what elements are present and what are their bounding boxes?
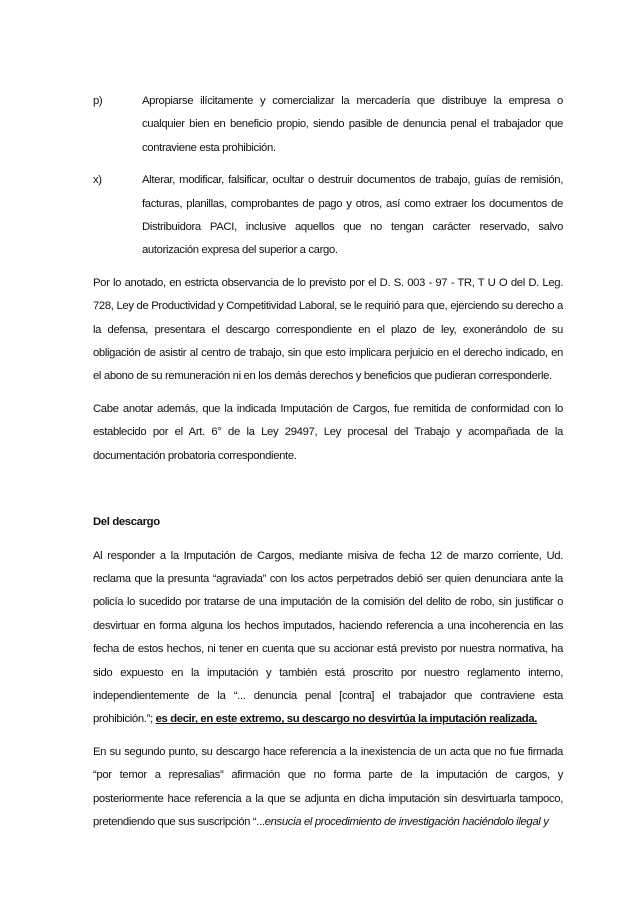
paragraph-response [93, 545, 563, 732]
section-spacer [93, 477, 563, 511]
paragraph-second-point-quote: ensucia el procedimiento de investigación haciéndolo ilegal y [264, 815, 549, 828]
list-item-text: Apropiarse ilícitamente y comercializar la mercadería que distribuye la empresa o cualquier bien en beneficio propio, siendo pasible de denuncia penal el trabajador que contraviene esta prohibición. [142, 95, 563, 154]
paragraph-second-point [93, 741, 563, 835]
document-body [93, 90, 563, 843]
paragraph-requirement: Por lo anotado, en estricta observancia de lo previsto por el D. S. 003 - 97 - TR, T U O del D. Leg. 728, Ley de Productividad y Competitividad Laboral, se le requirió para que, ejerciendo su derecho a la defensa, presentara el descargo correspondiente en el plazo de ley, exonerándolo de su obligación de asistir al centro de trabajo, sin que esto implicara perjuicio en el derecho indicado, en el abono de su remuneración ni en los demás derechos y beneficios que pudieran corresponderle. [93, 276, 563, 383]
paragraph-response-emphasis: es decir, en este extremo, su descargo no desvirtúa la imputación realizada. [155, 713, 538, 726]
list-item-p [93, 90, 563, 160]
section-heading: Del descargo [93, 516, 160, 529]
list-item-x [93, 169, 563, 263]
paragraph-second-point-text: En su segundo punto, su descargo hace referencia a la inexistencia de un acta que no fue firmada “por temor a represalias” afirmación que no forma parte de la imputación de cargos, y posteriormente hace referencia a la que se adjunta en dicha imputación sin desvirtuarla tampoco, pretendiendo que sus suscripción “... [93, 745, 563, 828]
list-item-label: x) [93, 174, 102, 187]
paragraph-response-text: Al responder a la Imputación de Cargos, mediante misiva de fecha 12 de marzo corriente, Ud. reclama que la presunta “agraviada” con los actos perpetrados debió ser quien denunciara ante la policía lo sucedido por tratarse de una imputación de la comisión del delito de robo, sin justificar o desvirtuar en forma alguna los hechos imputados, haciendo referencia a una incoherencia en las fecha de estos hechos, ni tener en cuenta que su accionar está previsto por nuestra normativa, ha sido expuesto en la imputación y también está proscrito por nuestro reglamento interno, independientemente de la “... denuncia penal [contra] el trabajador que contraviene esta prohibición.”; [93, 549, 563, 726]
list-item-label: p) [93, 95, 103, 107]
paragraph-remittance: Cabe anotar además, que la indicada Imputación de Cargos, fue remitida de conformidad con lo establecido por el Art. 6° de la Ley 29497, Ley procesal del Trabajo y acompañada de la documentación probatoria correspondiente. [93, 402, 563, 462]
list-item-text: Alterar, modificar, falsificar, ocultar o destruir documentos de trabajo, guías de remisión, facturas, planillas, comprobantes de pago y otros, así como extraer los documentos de Distribuidora PACI, inclusive aquellos que no tengan carácter reservado, salvo autorización expresa del superior a cargo. [142, 174, 563, 257]
